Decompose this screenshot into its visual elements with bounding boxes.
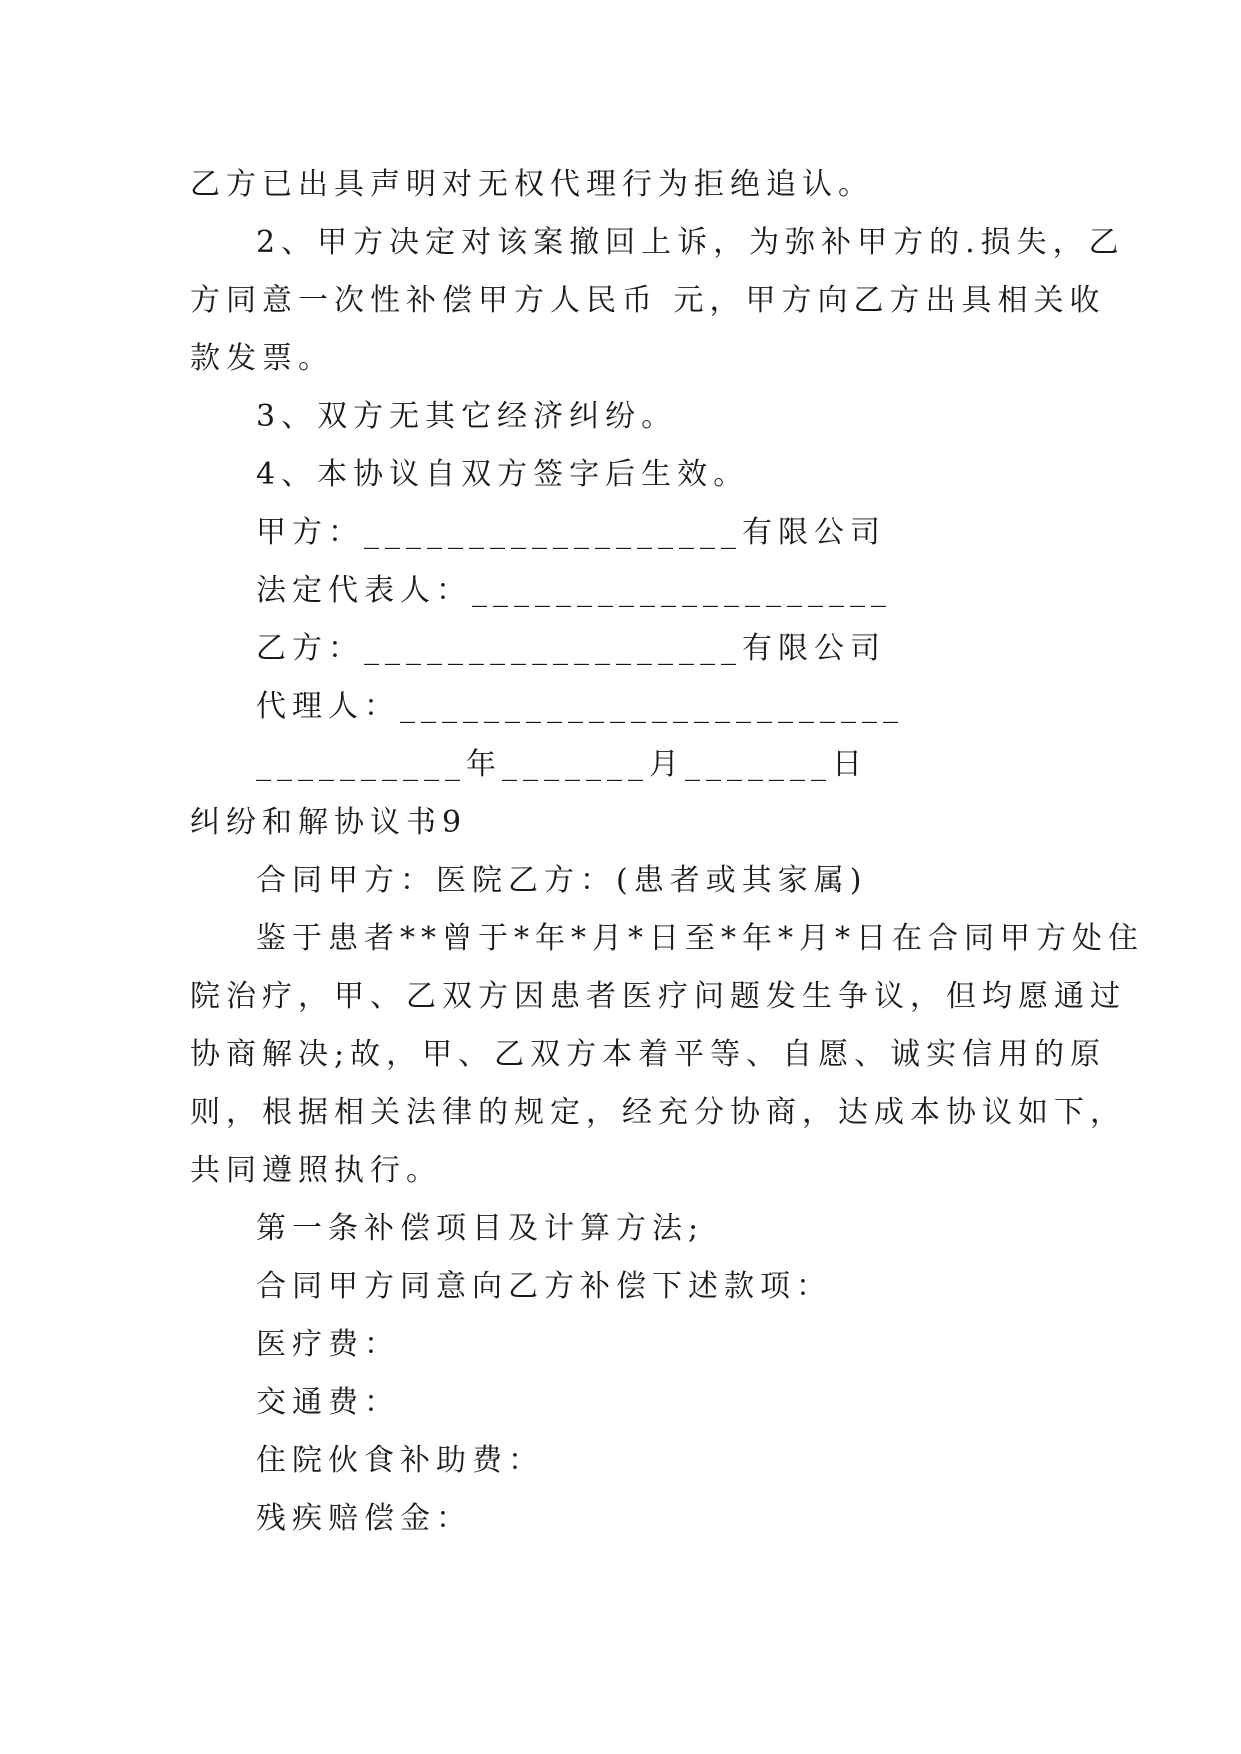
clause-2-line-1: 2、甲方决定对该案撤回上诉，为弥补甲方的.损失，乙: [256, 225, 1125, 260]
preamble-line-4: 则，根据相关法律的规定，经充分协商，达成本协议如下，: [190, 1095, 1126, 1130]
preamble-line-5: 共同遵照执行。: [190, 1153, 442, 1188]
clause-3: 3、双方无其它经济纠纷。: [256, 399, 678, 434]
section-title: 纠纷和解协议书9: [190, 805, 468, 840]
date-line: __________年_______月_______日: [256, 747, 868, 782]
contract-parties: 合同甲方：医院乙方：(患者或其家属): [256, 863, 868, 898]
item-meal-subsidy: 住院伙食补助费：: [256, 1443, 544, 1478]
item-transport-fee: 交通费：: [256, 1385, 400, 1420]
article-1-intro: 合同甲方同意向乙方补偿下述款项：: [256, 1269, 832, 1304]
agent-signature-line: 代理人：________________________: [256, 689, 904, 724]
preamble-line-3: 协商解决;故，甲、乙双方本着平等、自愿、诚实信用的原: [190, 1037, 1107, 1072]
document-body: [190, 156, 1144, 1548]
article-1-heading: 第一条补偿项目及计算方法;: [256, 1211, 705, 1246]
legal-representative-line: 法定代表人：____________________: [256, 573, 892, 608]
clause-4: 4、本协议自双方签字后生效。: [256, 457, 750, 492]
preamble-line-2: 院治疗，甲、乙双方因患者医疗问题发生争议，但均愿通过: [190, 979, 1126, 1014]
preamble-line-1: 鉴于患者**曾于*年*月*日至*年*月*日在合同甲方处住: [256, 921, 1144, 956]
item-medical-fee: 医疗费：: [256, 1327, 400, 1362]
item-disability-compensation: 残疾赔偿金：: [256, 1501, 472, 1536]
clause-2-line-2: 方同意一次性补偿甲方人民币 元，甲方向乙方出具相关收: [190, 283, 1106, 318]
party-b-signature-line: 乙方：__________________有限公司: [256, 631, 886, 666]
text-line: 乙方已出具声明对无权代理行为拒绝追认。: [190, 167, 874, 202]
clause-2-line-3: 款发票。: [190, 341, 334, 376]
party-a-signature-line: 甲方：__________________有限公司: [256, 515, 886, 550]
